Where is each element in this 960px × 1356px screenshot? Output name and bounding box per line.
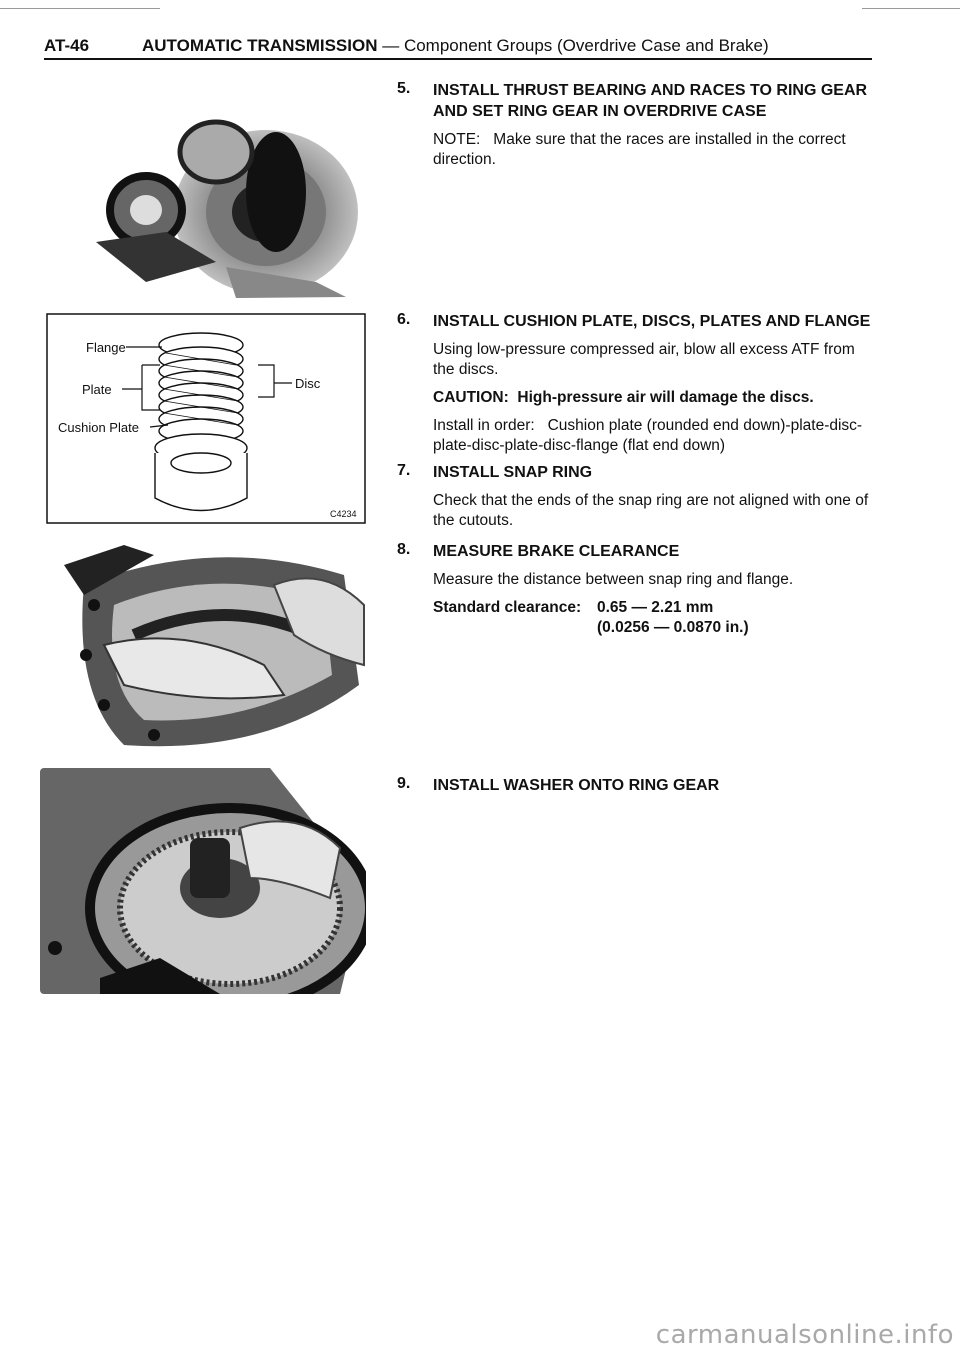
- header-rule: [44, 58, 872, 60]
- spec-block: [433, 598, 877, 638]
- caution-text: High-pressure air will damage the discs.: [517, 389, 814, 406]
- label-cushion-plate: Cushion Plate: [58, 420, 139, 435]
- step-caution: [433, 388, 877, 408]
- order-text: Cushion plate (rounded end down)-plate-disc-plate-disc-plate-disc-flange (flat end down): [433, 417, 863, 454]
- step-number: 5.: [397, 80, 411, 97]
- step-text: Check that the ends of the snap ring are not aligned with one of the cutouts.: [433, 492, 869, 529]
- step-9: [397, 775, 877, 796]
- spec-value: 0.65 — 2.21 mm: [597, 599, 714, 616]
- step-6: [397, 311, 877, 456]
- page-number: AT-46: [44, 36, 90, 55]
- note-text: Make sure that the races are installed in the correct direction.: [433, 131, 846, 168]
- step-5: [397, 80, 877, 170]
- label-disc: Disc: [295, 376, 321, 391]
- watermark: carmanualsonline.info: [655, 1320, 954, 1350]
- label-plate: Plate: [82, 382, 112, 397]
- step-number: 6.: [397, 311, 411, 328]
- ring-gear-with-races-photo: [86, 92, 358, 298]
- spec-label: Standard clearance:: [433, 599, 582, 616]
- label-flange: Flange: [86, 340, 126, 355]
- disc-plate-diagram: [46, 313, 366, 525]
- step-order: [433, 416, 877, 456]
- step-number: 8.: [397, 541, 411, 558]
- step-7: [397, 462, 877, 531]
- step-heading: INSTALL THRUST BEARING AND RACES TO RING GEAR AND SET RING GEAR IN OVERDRIVE CASE: [433, 82, 868, 120]
- washer-on-ring-gear-photo: [40, 768, 366, 994]
- order-label: Install in order:: [433, 417, 535, 434]
- step-heading: MEASURE BRAKE CLEARANCE: [433, 543, 680, 560]
- step-8: [397, 541, 877, 638]
- spec-value-imperial: (0.0256 — 0.0870 in.): [597, 619, 749, 636]
- step-text: Using low-pressure compressed air, blow all excess ATF from the discs.: [433, 341, 855, 378]
- step-number: 7.: [397, 462, 411, 479]
- scan-line-left: [0, 8, 160, 9]
- page-subtitle: — Component Groups (Overdrive Case and Brake): [382, 36, 769, 55]
- scan-line-right: [862, 8, 960, 9]
- page-header: [44, 36, 874, 56]
- brake-clearance-measurement-photo: [64, 545, 366, 750]
- figure-code: C4234: [330, 509, 357, 519]
- step-text: Measure the distance between snap ring and flange.: [433, 571, 794, 588]
- caution-label: CAUTION:: [433, 389, 509, 406]
- step-note: [433, 130, 877, 170]
- step-number: 9.: [397, 775, 411, 792]
- note-label: NOTE:: [433, 131, 481, 148]
- step-heading: INSTALL SNAP RING: [433, 464, 593, 481]
- step-heading: INSTALL WASHER ONTO RING GEAR: [433, 777, 720, 794]
- page-title: AUTOMATIC TRANSMISSION: [142, 36, 378, 55]
- step-heading: INSTALL CUSHION PLATE, DISCS, PLATES AND FLANGE: [433, 313, 871, 330]
